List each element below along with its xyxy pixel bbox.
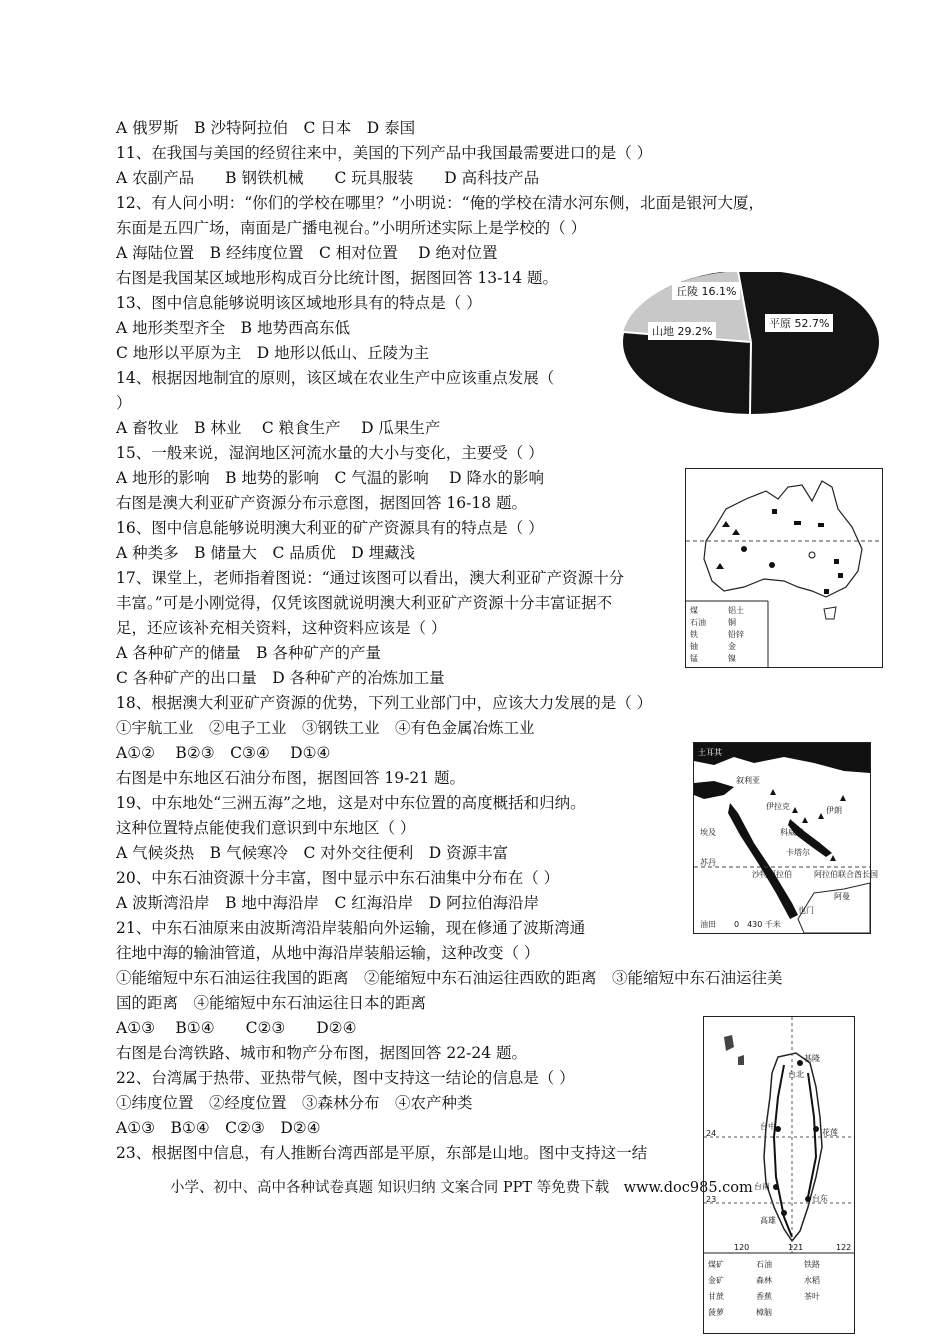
text-line: ①宇航工业 ②电子工业 ③钢铁工业 ④有色金属冶炼工业 xyxy=(116,719,535,737)
australia-legend-item: 金 xyxy=(728,642,736,651)
taiwan-legend-item: 香蕉 xyxy=(756,1292,772,1301)
page-footer: 小学、初中、高中各种试卷真题 知识归纳 文案合同 PPT 等免费下载 www.doc985.com xyxy=(170,1180,753,1196)
mineral-symbol xyxy=(818,523,824,527)
mineral-symbol xyxy=(824,589,829,594)
mineral-symbol xyxy=(838,573,843,578)
oil-field-symbol xyxy=(770,789,776,795)
taiwan-label-keelung: 基隆 xyxy=(804,1054,820,1063)
taiwan-legend-item: 金矿 xyxy=(708,1276,724,1285)
text-line: 11、在我国与美国的经贸往来中，美国的下列产品中我国最需要进口的是（ ） xyxy=(116,144,653,162)
oil-field-symbol xyxy=(830,855,836,861)
pie-label-mountain: 山地 29.2% xyxy=(648,322,716,340)
australia-legend-item: 锰 xyxy=(690,654,698,663)
taiwan-label-lon122: 122 xyxy=(836,1243,852,1252)
text-line: ①能缩短中东石油运往我国的距离 ②能缩短中东石油运往西欧的距离 ③能缩短中东石油运往美 xyxy=(116,969,783,987)
taiwan-legend-item: 石油 xyxy=(756,1260,772,1269)
australia-legend-item: 铝土 xyxy=(728,606,744,615)
taiwan-legend-item: 甘蔗 xyxy=(708,1292,724,1301)
text-line: 往地中海的输油管道，从地中海沿岸装船运输，这种改变（ ） xyxy=(116,944,540,962)
text-line: 12、有人问小明：“你们的学校在哪里？”小明说：“俺的学校在清水河东侧，北面是银河大厦， xyxy=(116,194,764,212)
australia-legend-item: 铜 xyxy=(728,618,736,627)
australia-legend-item: 煤 xyxy=(690,606,698,615)
text-line: 20、中东石油资源十分丰富，图中显示中东石油集中分布在（ ） xyxy=(116,869,560,887)
taiwan-label-hualien: 花莲 xyxy=(822,1128,838,1137)
text-line: 16、图中信息能够说明澳大利亚的矿产资源具有的特点是（ ） xyxy=(116,519,544,537)
text-line: ①纬度位置 ②经度位置 ③森林分布 ④农产种类 xyxy=(116,1094,473,1112)
australia-legend-item: 铁 xyxy=(690,630,698,639)
taiwan-label-tainan: 台南 xyxy=(754,1182,770,1191)
taiwan-label-taichung: 台中 xyxy=(760,1122,776,1131)
text-line: A 种类多 B 储量大 C 品质优 D 埋藏浅 xyxy=(116,544,416,562)
red-sea xyxy=(728,803,798,919)
text-line: 22、台湾属于热带、亚热带气候，图中支持这一结论的信息是（ ） xyxy=(116,1069,575,1087)
city-dot xyxy=(813,1126,819,1132)
taiwan-map xyxy=(703,1016,855,1334)
text-line: A 农副产品 B 钢铁机械 C 玩具服装 D 高科技产品 xyxy=(116,169,540,187)
text-line: A 俄罗斯 B 沙特阿拉伯 C 日本 D 泰国 xyxy=(116,119,416,137)
oil-field-symbol xyxy=(840,795,846,801)
taiwan-label-taipei: 台北 xyxy=(788,1070,804,1079)
taiwan-island-outline xyxy=(764,1053,822,1241)
taiwan-label-lon121: 121 xyxy=(788,1243,804,1252)
australia-mineral-map xyxy=(685,468,883,668)
city-dot xyxy=(805,1196,811,1202)
mideast-svg xyxy=(694,743,870,933)
taiwan-legend-item: 煤矿 xyxy=(708,1260,724,1269)
taiwan-label-lat24: 24 xyxy=(706,1129,717,1138)
oil-field-symbol xyxy=(792,807,798,813)
text-line: A 海陆位置 B 经纬度位置 C 相对位置 D 绝对位置 xyxy=(116,244,498,262)
text-line: 右图是我国某区域地形构成百分比统计图，据图回答 13-14 题。 xyxy=(116,269,559,287)
text-line: A 地形的影响 B 地势的影响 C 气温的影响 D 降水的影响 xyxy=(116,469,545,487)
text-line: ） xyxy=(116,394,132,412)
mideast-label-yemen: 也门 xyxy=(798,906,814,915)
mideast-label-egypt: 埃及 xyxy=(700,828,716,837)
mineral-symbol xyxy=(794,521,801,525)
oil-field-symbol xyxy=(818,813,824,819)
text-line: A①③ B①④ C②③ D②④ xyxy=(116,1019,357,1037)
tasmania-outline xyxy=(824,607,836,619)
pie-label-hill: 丘陵 16.1% xyxy=(672,282,740,300)
text-line: 17、课堂上，老师指着图说：“通过该图可以看出，澳大利亚矿产资源十分 xyxy=(116,569,625,587)
mideast-label-oman: 阿曼 xyxy=(834,892,850,901)
text-line: 15、一般来说，湿润地区河流水量的大小与变化，主要受（ ） xyxy=(116,444,544,462)
taiwan-label-lon120: 120 xyxy=(734,1243,750,1252)
mideast-oil-map xyxy=(693,742,878,934)
landform-pie-chart xyxy=(620,272,882,420)
penghu-islands xyxy=(724,1035,744,1065)
text-line: 这种位置特点能使我们意识到中东地区（ ） xyxy=(116,819,416,837)
mineral-symbol xyxy=(834,559,839,564)
australia-legend-item: 铀 xyxy=(690,642,698,651)
mideast-label-syria: 叙利亚 xyxy=(736,776,760,785)
text-line: A 地形类型齐全 B 地势西高东低 xyxy=(116,319,350,337)
taiwan-label-taitung: 台东 xyxy=(812,1194,828,1203)
text-line: A 各种矿产的储量 B 各种矿产的产量 xyxy=(116,644,381,662)
text-line: 14、根据因地制宜的原则，该区域在农业生产中应该重点发展（ xyxy=(116,369,555,387)
text-line: 国的距离 ④能缩短中东石油运往日本的距离 xyxy=(116,994,427,1012)
text-line: 右图是中东地区石油分布图，据图回答 19-21 题。 xyxy=(116,769,466,787)
text-line: C 地形以平原为主 D 地形以低山、丘陵为主 xyxy=(116,344,430,362)
mideast-label-saudi: 沙特阿拉伯 xyxy=(752,870,792,879)
australia-outline xyxy=(704,481,862,597)
text-line: 13、图中信息能够说明该区域地形具有的特点是（ ） xyxy=(116,294,482,312)
mineral-symbol xyxy=(741,546,747,552)
pie-svg xyxy=(620,272,882,420)
taiwan-label-kaohsiung: 高雄 xyxy=(760,1216,776,1225)
text-line: 19、中东地处“三洲五海”之地，这是对中东位置的高度概括和归纳。 xyxy=(116,794,586,812)
taiwan-legend-item: 樟脑 xyxy=(756,1308,772,1317)
mineral-symbol xyxy=(769,562,775,568)
taiwan-label-lat23: 23 xyxy=(706,1195,717,1204)
text-line: 东面是五四广场，南面是广播电视台。”小明所述实际上是学校的（ ） xyxy=(116,219,587,237)
text-line: 23、根据图中信息，有人推断台湾西部是平原，东部是山地。图中支持这一结 xyxy=(116,1144,648,1162)
australia-legend-item: 铅锌 xyxy=(728,630,744,639)
city-dot xyxy=(781,1210,787,1216)
taiwan-legend-item: 铁路 xyxy=(804,1260,820,1269)
text-line: A 畜牧业 B 林业 C 粮食生产 D 瓜果生产 xyxy=(116,419,441,437)
city-dot xyxy=(797,1060,803,1066)
australia-svg xyxy=(686,469,882,667)
text-line: 右图是台湾铁路、城市和物产分布图，据图回答 22-24 题。 xyxy=(116,1044,528,1062)
mideast-label-turkey: 土耳其 xyxy=(698,748,722,757)
text-line: 21、中东石油原来由波斯湾沿岸装船向外运输，现在修通了波斯湾通 xyxy=(116,919,586,937)
text-line: 右图是澳大利亚矿产资源分布示意图，据图回答 16-18 题。 xyxy=(116,494,528,512)
taiwan-legend-item: 茶叶 xyxy=(804,1292,820,1301)
taiwan-legend-item: 菠萝 xyxy=(708,1308,724,1317)
text-line: 足，还应该补充相关资料，这种资料应该是（ ） xyxy=(116,619,447,637)
mideast-label-kuwait: 科威特 xyxy=(780,828,804,837)
taiwan-legend-item: 水稻 xyxy=(804,1276,820,1285)
text-line: A 波斯湾沿岸 B 地中海沿岸 C 红海沿岸 D 阿拉伯海沿岸 xyxy=(116,894,540,912)
mideast-legend-oil: 油田 xyxy=(700,920,716,929)
mideast-label-iraq: 伊拉克 xyxy=(766,802,790,811)
text-line: A①② B②③ C③④ D①④ xyxy=(116,744,331,762)
mineral-symbol xyxy=(772,509,777,514)
mideast-label-sudan: 苏丹 xyxy=(700,858,716,867)
text-line: C 各种矿产的出口量 D 各种矿产的冶炼加工量 xyxy=(116,669,445,687)
text-line: A 气候炎热 B 气候寒冷 C 对外交往便利 D 资源丰富 xyxy=(116,844,509,862)
city-dot xyxy=(773,1184,779,1190)
oil-field-symbol xyxy=(802,817,808,823)
australia-legend-item: 镍 xyxy=(728,654,736,663)
mideast-label-iran: 伊朗 xyxy=(826,806,842,815)
text-line: A①③ B①④ C②③ D②④ xyxy=(116,1119,321,1137)
mideast-label-uae: 阿拉伯联合酋长国 xyxy=(814,870,878,879)
mideast-label-qatar: 卡塔尔 xyxy=(786,848,810,857)
pie-divider-2 xyxy=(750,342,751,414)
text-line: 丰富。”可是小刚觉得，仅凭该图就说明澳大利亚矿产资源十分丰富证据不 xyxy=(116,594,613,612)
taiwan-svg xyxy=(704,1017,854,1333)
mediterranean xyxy=(694,781,734,799)
taiwan-legend-item: 森林 xyxy=(756,1276,772,1285)
pie-label-plain: 平原 52.7% xyxy=(765,314,833,332)
text-line: 18、根据澳大利亚矿产资源的优势，下列工业部门中，应该大力发展的是（ ） xyxy=(116,694,653,712)
mideast-scale: 0 430 千米 xyxy=(734,920,781,929)
australia-legend-item: 石油 xyxy=(690,618,706,627)
